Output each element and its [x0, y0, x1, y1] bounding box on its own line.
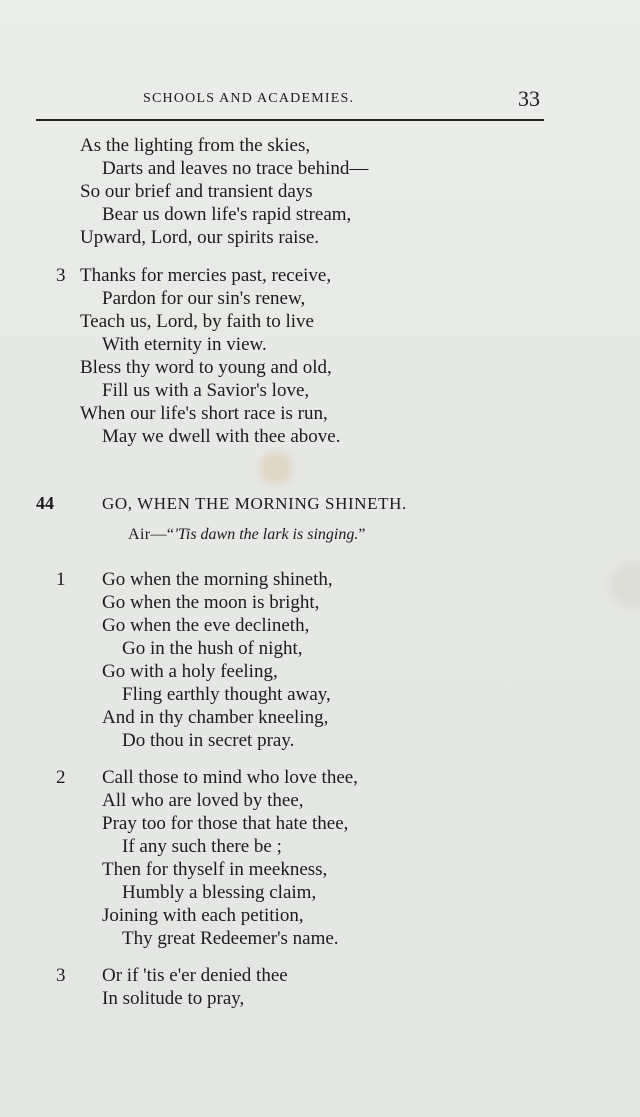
header-rule — [36, 119, 544, 121]
stanza-line: All who are loved by thee, — [102, 790, 304, 811]
stanza-line: Go in the hush of night, — [122, 638, 303, 659]
continued-line: Bear us down life's rapid stream, — [102, 204, 352, 225]
stanza-line: With eternity in view. — [102, 334, 267, 355]
stanza-line: Humbly a blessing claim, — [122, 882, 317, 903]
stanza-line: Call those to mind who love thee, — [102, 767, 358, 788]
stanza-number: 1 — [56, 569, 66, 590]
stanza-line: Pardon for our sin's renew, — [102, 288, 306, 309]
stanza-line: If any such there be ; — [122, 836, 282, 857]
stanza-number: 3 — [56, 265, 66, 286]
stanza-line: Joining with each petition, — [102, 905, 304, 926]
stanza-line: Fling earthly thought away, — [122, 684, 331, 705]
air-prefix: Air—“ — [128, 526, 175, 543]
stanza-line: Thanks for mercies past, receive, — [80, 265, 332, 286]
stanza-line: When our life's short race is run, — [80, 403, 328, 424]
stanza-number: 2 — [56, 767, 66, 788]
continued-line: Upward, Lord, our spirits raise. — [80, 227, 320, 248]
stanza-line: Then for thyself in meekness, — [102, 859, 328, 880]
air-title: 'Tis dawn the lark is singing. — [174, 526, 359, 543]
continued-line: Darts and leaves no trace behind— — [102, 158, 369, 179]
continued-line: As the lighting from the skies, — [80, 135, 311, 156]
stanza-number: 3 — [56, 965, 66, 986]
stanza-line: Teach us, Lord, by faith to live — [80, 311, 314, 332]
stanza-line: Go when the morning shineth, — [102, 569, 333, 590]
stanza-line: In solitude to pray, — [102, 988, 245, 1009]
hymn-title: GO, WHEN THE MORNING SHINETH. — [102, 494, 407, 513]
stanza-line: Bless thy word to young and old, — [80, 357, 332, 378]
stanza-line: Fill us with a Savior's love, — [102, 380, 310, 401]
stanza-line: Go when the moon is bright, — [102, 592, 320, 613]
stanza-line: Go with a holy feeling, — [102, 661, 278, 682]
stanza-line: Thy great Redeemer's name. — [122, 928, 339, 949]
continued-line: So our brief and transient days — [80, 181, 313, 202]
stanza-line: May we dwell with thee above. — [102, 426, 341, 447]
stanza-line: And in thy chamber kneeling, — [102, 707, 329, 728]
running-title: SCHOOLS AND ACADEMIES. — [143, 91, 355, 106]
stanza-line: Do thou in secret pray. — [122, 730, 295, 751]
hymn-number: 44 — [36, 493, 54, 513]
air-line — [128, 526, 366, 544]
stanza-line: Go when the eve declineth, — [102, 615, 310, 636]
air-suffix: ” — [358, 526, 366, 543]
stanza-line: Or if 'tis e'er denied thee — [102, 965, 288, 986]
page-number: 33 — [518, 86, 540, 111]
stanza-line: Pray too for those that hate thee, — [102, 813, 349, 834]
